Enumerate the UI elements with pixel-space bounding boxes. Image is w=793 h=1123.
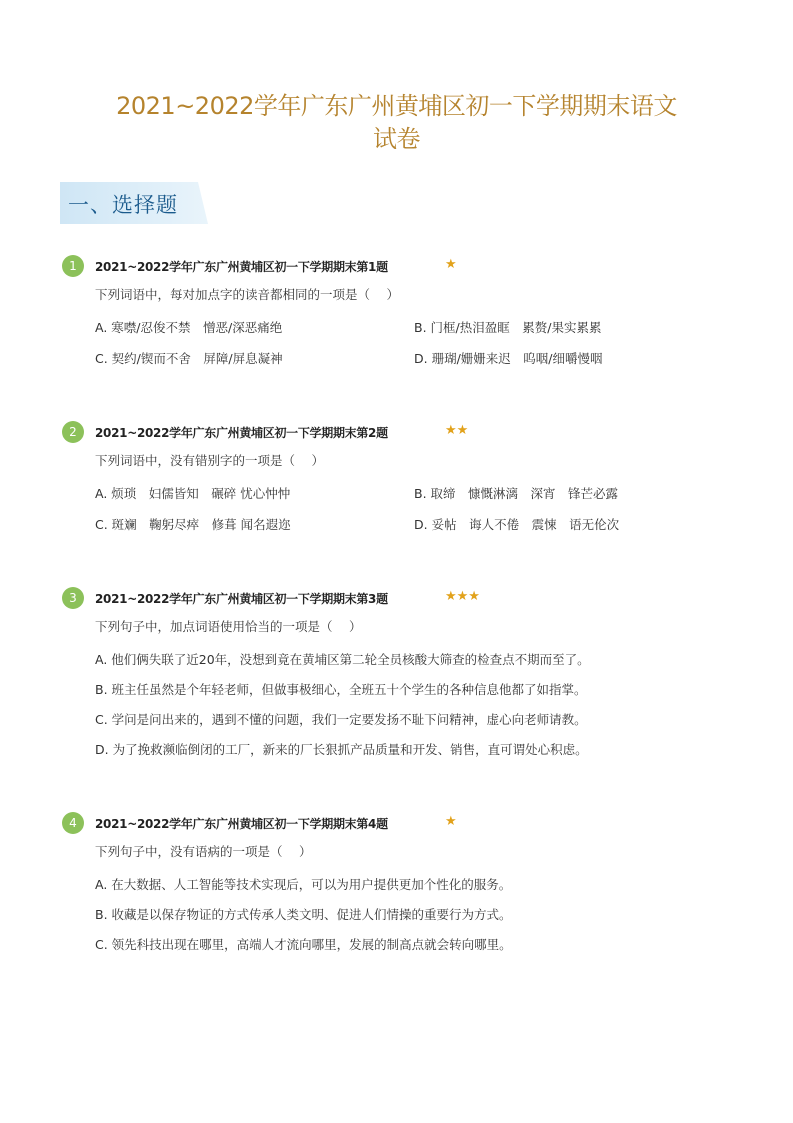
question-header <box>62 812 752 834</box>
option-b: B. 取缔 慷慨淋漓 深宵 锋芒必露 <box>414 486 619 501</box>
option-c: C. 契约/锲而不舍 屏障/屏息凝神 <box>95 351 283 366</box>
section-title: 一、选择题 <box>68 193 178 217</box>
question-source: 2021~2022学年广东广州黄埔区初一下学期期末第1题 <box>95 260 388 274</box>
question-header <box>62 255 752 277</box>
option-a: A. 他们俩失联了近20年，没想到竟在黄埔区第二轮全员核酸大筛查的检查点不期而至了。 <box>95 652 590 667</box>
option-c: C. 学问是问出来的，遇到不懂的问题，我们一定要发扬不耻下问精神，虚心向老师请教。 <box>95 712 587 727</box>
option-d: D. 为了挽救濒临倒闭的工厂，新来的厂长狠抓产品质量和开发、销售，直可谓处心积虑。 <box>95 742 588 757</box>
section-header <box>60 182 208 224</box>
difficulty-star-icon: ★★ <box>445 423 469 438</box>
option-b: B. 门框/热泪盈眶 累赘/果实累累 <box>414 320 602 335</box>
question-stem: 下列句子中，没有语病的一项是（ ） <box>95 844 312 859</box>
page-title-line-1: 2021~2022学年广东广州黄埔区初一下学期期末语文 <box>116 92 677 120</box>
option-a: A. 烦琐 妇儒皆知 碾碎 忧心忡忡 <box>95 486 291 501</box>
difficulty-star-icon: ★ <box>445 257 457 272</box>
option-d: D. 珊瑚/姗姗来迟 呜咽/细嚼慢咽 <box>414 351 603 366</box>
option-b: B. 班主任虽然是个年轻老师，但做事极细心，全班五十个学生的各种信息他都了如指掌。 <box>95 682 587 697</box>
difficulty-star-icon: ★★★ <box>445 589 480 604</box>
question-header <box>62 421 752 443</box>
question-stem: 下列词语中，每对加点字的读音都相同的一项是（ ） <box>95 287 399 302</box>
page-title <box>0 90 793 156</box>
question-header <box>62 587 752 609</box>
option-b: B. 收藏是以保存物证的方式传承人类文明、促进人们情操的重要行为方式。 <box>95 907 512 922</box>
question-stem: 下列句子中，加点词语使用恰当的一项是（ ） <box>95 619 362 634</box>
option-c: C. 领先科技出现在哪里，高端人才流向哪里，发展的制高点就会转向哪里。 <box>95 937 512 952</box>
option-a: A. 在大数据、人工智能等技术实现后，可以为用户提供更加个性化的服务。 <box>95 877 512 892</box>
question-2 <box>62 421 752 532</box>
question-number-badge: 2 <box>62 421 84 443</box>
question-4 <box>62 812 752 952</box>
question-source: 2021~2022学年广东广州黄埔区初一下学期期末第3题 <box>95 592 388 606</box>
question-stem: 下列词语中，没有错别字的一项是（ ） <box>95 453 324 468</box>
question-1 <box>62 255 752 366</box>
question-3 <box>62 587 752 757</box>
option-a: A. 寒噤/忍俊不禁 憎恶/深恶痛绝 <box>95 320 283 335</box>
question-number-badge: 1 <box>62 255 84 277</box>
option-d: D. 妥帖 诲人不倦 震悚 语无伦次 <box>414 517 620 532</box>
page-title-line-2: 试卷 <box>373 125 420 153</box>
question-source: 2021~2022学年广东广州黄埔区初一下学期期末第2题 <box>95 426 388 440</box>
question-number-badge: 3 <box>62 587 84 609</box>
option-c: C. 斑斓 鞠躬尽瘁 修葺 闻名遐迩 <box>95 517 291 532</box>
difficulty-star-icon: ★ <box>445 814 457 829</box>
question-source: 2021~2022学年广东广州黄埔区初一下学期期末第4题 <box>95 817 388 831</box>
question-number-badge: 4 <box>62 812 84 834</box>
